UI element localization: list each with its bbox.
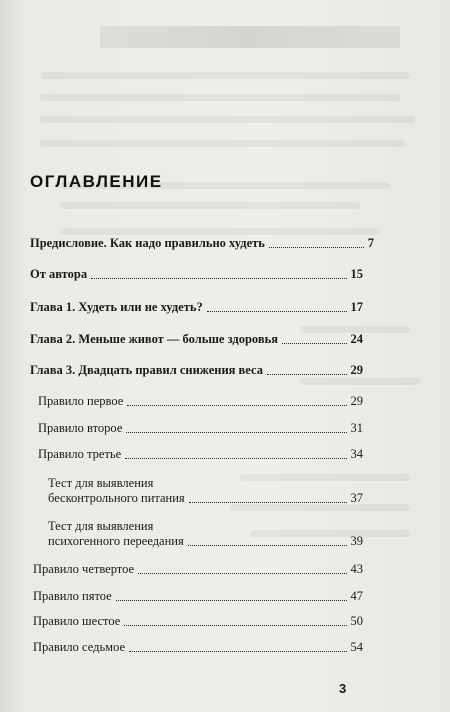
toc-entry-title: Правило седьмое: [33, 640, 126, 654]
bleed-through-header: [100, 26, 400, 48]
toc-entry-page: 24: [350, 332, 363, 346]
toc-entry-rule-4[interactable]: [33, 562, 363, 577]
toc-entry-page: 17: [350, 300, 363, 314]
toc-entry-title: [48, 476, 185, 506]
dot-leader: [91, 278, 346, 279]
dot-leader: [207, 311, 347, 312]
dot-leader: [125, 458, 346, 459]
toc-entry-chapter-1[interactable]: [30, 300, 363, 315]
toc-entry-chapter-2[interactable]: [30, 332, 363, 347]
toc-entry-title: Глава 3. Двадцать правил снижения веса: [30, 363, 263, 377]
dot-leader: [188, 545, 347, 546]
toc-entry-title: Глава 1. Худеть или не худеть?: [30, 300, 203, 314]
dot-leader: [269, 247, 364, 248]
dot-leader: [126, 432, 346, 433]
toc-entry-title: [48, 519, 184, 549]
toc-entry-title-line-2: психогенного переедания: [48, 534, 184, 548]
toc-entry-rule-1[interactable]: [38, 394, 363, 409]
toc-entry-rule-6[interactable]: [33, 614, 363, 629]
dot-leader: [116, 600, 347, 601]
toc-entry-rule-7[interactable]: [33, 640, 363, 655]
toc-entry-test-uncontrolled-eating[interactable]: [48, 476, 363, 506]
toc-entry-rule-3[interactable]: [38, 447, 363, 462]
dot-leader: [267, 374, 347, 375]
toc-entry-page: 15: [350, 267, 363, 281]
toc-entry-page: 54: [350, 640, 363, 654]
dot-leader: [124, 625, 346, 626]
toc-entry-rule-5[interactable]: [33, 589, 363, 604]
toc-entry-from-author[interactable]: [30, 267, 363, 282]
toc-entry-page: 39: [350, 534, 363, 548]
toc-entry-title-line-1: Тест для выявления: [48, 519, 154, 533]
toc-entry-page: 29: [350, 363, 363, 377]
toc-entry-chapter-3[interactable]: [30, 363, 363, 378]
toc-entry-preface[interactable]: [30, 236, 374, 251]
dot-leader: [129, 651, 346, 652]
toc-entry-title: От автора: [30, 267, 88, 281]
toc-entry-page: 43: [350, 562, 363, 576]
toc-entry-rule-2[interactable]: [38, 421, 363, 436]
dot-leader: [138, 573, 346, 574]
toc-entry-page: 31: [350, 421, 363, 435]
toc-entry-title-line-1: Тест для выявления: [48, 476, 154, 490]
toc-entry-page: 47: [350, 589, 363, 603]
toc-entry-page: 34: [350, 447, 363, 461]
toc-entry-title: Правило второе: [38, 421, 123, 435]
toc-entry-title: Правило первое: [38, 394, 124, 408]
toc-entry-title: Правило шестое: [33, 614, 121, 628]
dot-leader: [189, 502, 347, 503]
toc-entry-title: Глава 2. Меньше живот — больше здоровья: [30, 332, 278, 346]
dot-leader: [127, 405, 346, 406]
toc-entry-page: 50: [350, 614, 363, 628]
toc-entry-title: Правило пятое: [33, 589, 112, 603]
toc-entry-title: Предисловие. Как надо правильно худеть: [30, 236, 265, 250]
toc-entry-title-line-2: бесконтрольного питания: [48, 491, 185, 505]
dot-leader: [282, 343, 347, 344]
toc-entry-page: 7: [367, 236, 374, 250]
toc-entry-title: Правило третье: [38, 447, 122, 461]
page-number: 3: [339, 681, 347, 696]
toc-entry-page: 37: [350, 491, 363, 505]
toc-entry-test-psychogenic-overeating[interactable]: [48, 519, 363, 549]
toc-entry-page: 29: [350, 394, 363, 408]
toc-entry-title: Правило четвертое: [33, 562, 135, 576]
toc-title: ОГЛАВЛЕНИЕ: [30, 172, 163, 191]
